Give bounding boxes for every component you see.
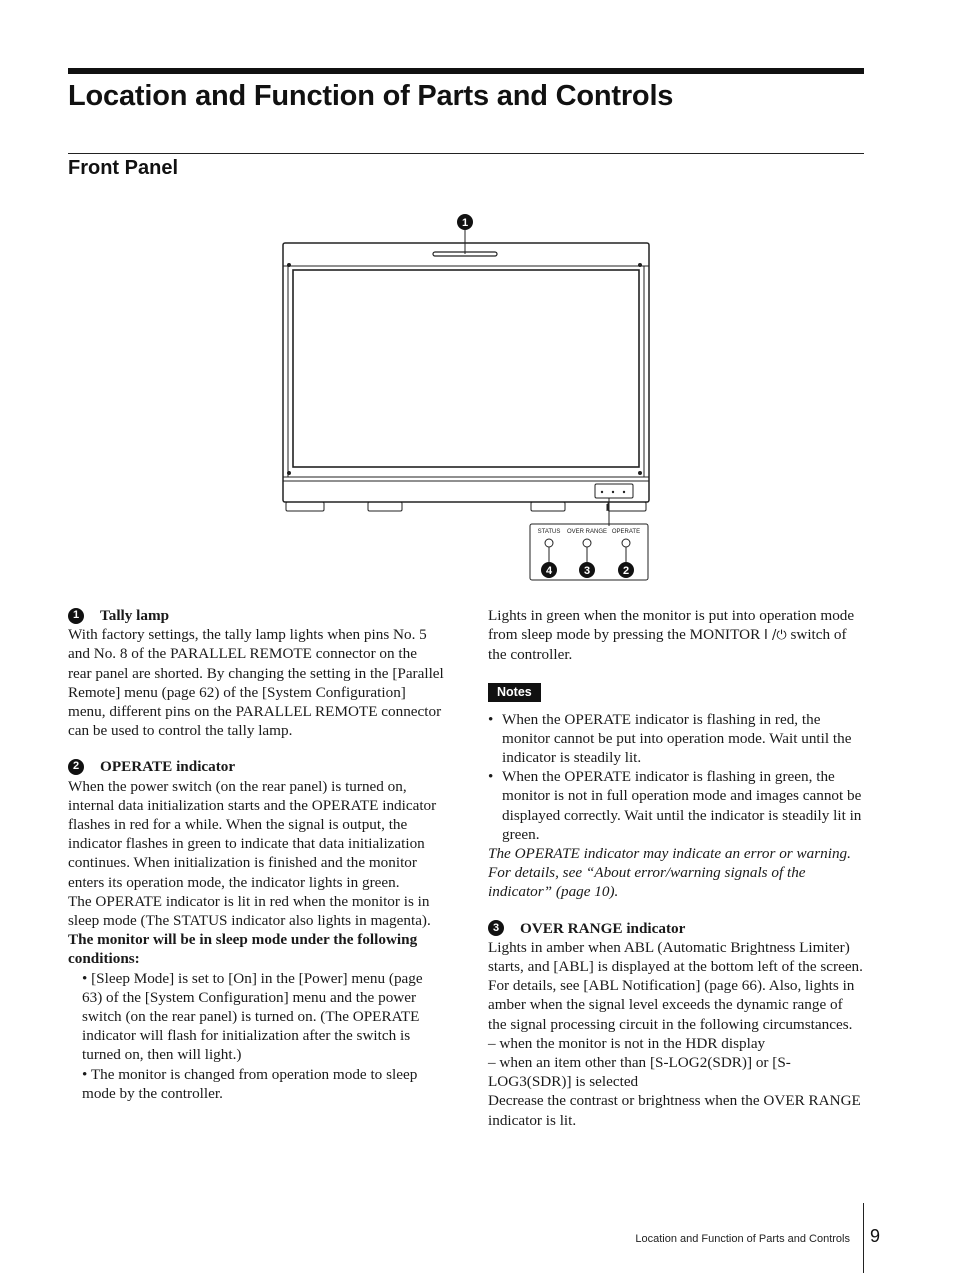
operate-indicator-heading <box>68 757 444 776</box>
over-range-title: OVER RANGE indicator <box>520 919 686 937</box>
callout-3 <box>579 562 595 578</box>
sleep-mode-heading: The monitor will be in sleep mode under the following conditions: <box>68 931 418 968</box>
operate-indicator-title: OPERATE indicator <box>100 758 236 776</box>
over-range-closing: Decrease the contrast or brightness when the OVER RANGE indicator is lit. <box>488 1092 861 1129</box>
notes-list <box>488 710 864 844</box>
top-rule <box>68 68 864 74</box>
right-column <box>488 606 864 1130</box>
status-label: STATUS <box>537 529 561 535</box>
operate-indicator-description: When the power switch (on the rear panel) is turned on, internal data initialization starts and the OPERATE indicator flashes in red for a while. When the signal is output, the indicator flashes in green to indicate that data initialization continues. When initialization is finished and the monitor enters its operation mode, the indicator lights in green. <box>68 777 437 891</box>
sleep-condition-2: • The monitor is changed from operation mode to sleep mode by the controller. <box>82 1065 418 1102</box>
svg-text:1: 1 <box>461 217 469 229</box>
tally-lamp-title: Tally lamp <box>100 607 170 624</box>
left-column <box>68 606 444 1103</box>
svg-text:2: 2 <box>622 565 630 577</box>
tally-lamp-heading <box>68 606 444 625</box>
over-range-heading <box>488 919 864 938</box>
over-range-description: Lights in amber when ABL (Automatic Brightness Limiter) starts, and [ABL] is displayed at the bottom left of the screen. For details, see [ABL Notification] (page 66). Also, lights in amber when the signal level exceeds the dynamic range of the signal processing circuit in the following circumstances. <box>488 938 863 1033</box>
svg-text:3: 3 <box>583 565 591 577</box>
error-warning-note: The OPERATE indicator may indicate an error or warning. For details, see “About error/warning signals of the indicator” (page 10). <box>488 845 851 901</box>
footer-rule <box>863 1203 864 1273</box>
operate-indicator-sleep-text: The OPERATE indicator is lit in red when the monitor is in sleep mode (The STATUS indicator also lights in magenta). <box>68 892 431 930</box>
operate-label: OPERATE <box>611 529 641 535</box>
section-rule <box>68 153 864 154</box>
footer-label: Location and Function of Parts and Controls <box>635 1233 850 1245</box>
notes-badge: Notes <box>488 683 541 702</box>
power-icon: I /⏻ <box>764 628 787 644</box>
front-panel-diagram <box>276 208 656 588</box>
section-title: Front Panel <box>68 157 179 179</box>
callout-1 <box>457 214 473 230</box>
number-badge: 2 <box>68 759 84 775</box>
over-range-condition-1: – when the monitor is not in the HDR display <box>488 1034 766 1052</box>
page-title: Location and Function of Parts and Controls <box>68 80 674 112</box>
svg-text:4: 4 <box>545 565 553 577</box>
callout-2 <box>618 562 634 578</box>
note-item: • When the OPERATE indicator is flashing in green, the monitor is not in full operation mode and images cannot be displayed correctly. Wait until the indicator is steadily lit in green. <box>488 767 864 844</box>
note-item: • When the OPERATE indicator is flashing in red, the monitor cannot be put into operation mode. Wait until the indicator is steadily lit. <box>488 710 864 768</box>
page-number: 9 <box>870 1226 881 1246</box>
callout-4 <box>541 562 557 578</box>
number-badge: 3 <box>488 920 504 936</box>
sleep-condition-1: • [Sleep Mode] is set to [On] in the [Power] menu (page 63) of the [System Configuration] menu and the power switch (on the rear panel) is turned on. (The OPERATE indicator will flash for initialization after the switch is turned on, then will light.) <box>82 969 423 1064</box>
tally-lamp-description: With factory settings, the tally lamp lights when pins No. 5 and No. 8 of the PARALLEL REMOTE connector on the rear panel are shorted. By changing the setting in the [Parallel Remote] menu (page 62) of the [System Configuration] menu, different pins on the PARALLEL REMOTE connector can be used to control the tally lamp. <box>68 626 444 740</box>
over-range-label: OVER RANGE <box>566 529 608 535</box>
operate-continued-text: Lights in green when the monitor is put into operation mode from sleep mode by pressing the MONITOR I /⏻ switch of the controller. <box>488 607 855 664</box>
over-range-condition-2: – when an item other than [S-LOG2(SDR)] or [S-LOG3(SDR)] is selected <box>488 1054 791 1091</box>
number-badge: 1 <box>68 608 84 624</box>
